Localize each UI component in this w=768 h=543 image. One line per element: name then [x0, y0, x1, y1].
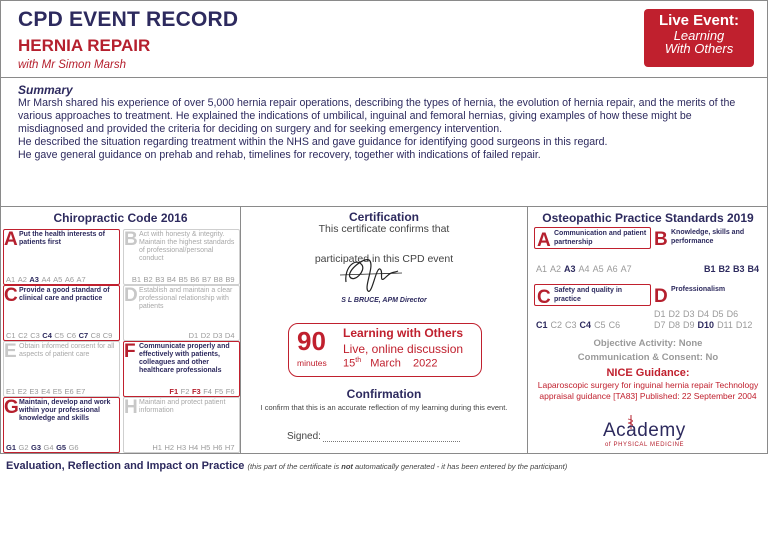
subcode: F3 — [191, 387, 201, 396]
code-letter: D — [124, 285, 138, 306]
chiro-code-f — [123, 341, 240, 397]
live-event-badge — [644, 9, 754, 67]
subcode: H4 — [188, 443, 199, 452]
subcode: C8 — [90, 331, 101, 340]
summary-paragraph: He gave general guidance on prehab and rehab, timelines for recovery, together with indications of failed repair. — [18, 149, 541, 161]
code-subcodes — [189, 331, 237, 340]
subcode: H2 — [164, 443, 175, 452]
event-month-year: March 2022 — [361, 357, 438, 370]
code-description: Safety and quality in practice — [554, 287, 623, 303]
certification-heading: Certification — [348, 210, 419, 224]
code-subcodes — [132, 275, 237, 284]
subcode: D6 — [726, 309, 739, 319]
code-letter: C — [537, 287, 551, 308]
subcode: A7 — [76, 275, 86, 284]
code-letter: H — [124, 397, 138, 418]
event-day-suffix: th — [355, 357, 362, 364]
osteo-subcodes-d-row1 — [654, 309, 741, 319]
objective-activity: Objective Activity: None — [593, 338, 703, 349]
subcode: D7 — [654, 320, 666, 330]
badge-line2: Learning — [673, 28, 725, 43]
code-letter: E — [4, 341, 17, 362]
subcode: E7 — [76, 387, 86, 396]
event-mode: Live, online discussion — [343, 342, 464, 356]
code-subcodes — [6, 387, 88, 396]
chiropractic-title: Chiropractic Code 2016 — [53, 211, 188, 225]
subcode: A7 — [620, 264, 632, 274]
subcode: F5 — [214, 387, 224, 396]
subcode: F6 — [225, 387, 235, 396]
subcode: A2 — [550, 264, 562, 274]
header — [0, 0, 768, 78]
summary-text — [18, 97, 750, 162]
subcode: D11 — [717, 320, 733, 330]
subcode: E3 — [29, 387, 39, 396]
subcode: F1 — [169, 387, 179, 396]
presenter-name: with Mr Simon Marsh — [18, 59, 126, 71]
communication-consent: Communication & Consent: No — [577, 352, 719, 363]
osteo-subcodes-d-row2 — [654, 320, 755, 330]
subcode: A1 — [536, 264, 548, 274]
subcode: C9 — [102, 331, 113, 340]
subcode: D10 — [697, 320, 715, 330]
subcode: C5 — [594, 320, 606, 330]
subcode: D2 — [200, 331, 211, 340]
subcode: C2 — [18, 331, 28, 340]
subcode: B2 — [143, 275, 153, 284]
code-letter: C — [4, 285, 18, 306]
event-date — [343, 357, 438, 370]
subcode: C5 — [54, 331, 64, 340]
subcode: B4 — [166, 275, 177, 284]
subcode: A3 — [29, 275, 39, 284]
subcode: F2 — [180, 387, 190, 396]
subcode: G1 — [6, 443, 17, 452]
subcode: F4 — [203, 387, 212, 396]
code-description: Professionalism — [671, 286, 726, 293]
subcode: B3 — [155, 275, 165, 284]
code-letter: B — [124, 229, 138, 250]
summary-paragraph: He described the situation regarding treatment within the NHS and gave guidance for identifying good surgeons in this regard. — [18, 136, 608, 148]
subcode: C1 — [536, 320, 548, 330]
osteo-subcodes-b — [704, 264, 762, 274]
code-subcodes — [6, 275, 88, 284]
confirmation-heading: Confirmation — [346, 387, 422, 401]
subcode: B9 — [225, 275, 235, 284]
subcode: G5 — [56, 443, 67, 452]
subcode: C4 — [42, 331, 52, 340]
chiro-code-g — [3, 397, 120, 453]
subcode: C7 — [78, 331, 89, 340]
code-subcodes — [169, 387, 237, 396]
chiro-code-h — [123, 397, 240, 453]
subcode: A5 — [53, 275, 63, 284]
summary-section — [0, 78, 768, 206]
evaluation-heading — [6, 460, 567, 472]
note-emphasis: not — [341, 462, 353, 471]
event-title: Learning with Others — [343, 326, 464, 340]
subcode: G2 — [18, 443, 29, 452]
code-letter: A — [537, 230, 551, 251]
event-details-box — [288, 323, 482, 377]
summary-heading: Summary — [18, 83, 73, 97]
subcode: E6 — [64, 387, 74, 396]
chiro-code-a — [3, 229, 120, 285]
subcode: A6 — [606, 264, 618, 274]
subcode: H6 — [212, 443, 223, 452]
osteo-code-c — [534, 284, 651, 306]
certification-line1: This certificate confirms that — [318, 223, 450, 235]
event-day: 15 — [343, 357, 356, 370]
code-letter: A — [4, 229, 18, 250]
subcode: H3 — [176, 443, 187, 452]
chiro-code-b — [123, 229, 240, 285]
subcode: D4 — [697, 309, 710, 319]
certification-line2: participated in this CPD event — [314, 253, 454, 265]
subcode: A5 — [592, 264, 604, 274]
osteopathic-title: Osteopathic Practice Standards 2019 — [542, 211, 754, 225]
subcode: B5 — [178, 275, 188, 284]
subcode: B4 — [747, 264, 760, 274]
subcode: B2 — [718, 264, 731, 274]
subcode: D3 — [683, 309, 695, 319]
confirmation-text: I confirm that this is an accurate reflection of my learning during this event. — [260, 403, 508, 412]
code-letter: G — [4, 397, 19, 418]
subcode: D12 — [735, 320, 753, 330]
code-description: Act with honesty & integrity. Maintain the highest standards of professional/personal conduct — [139, 231, 235, 262]
signatory-name: S L BRUCE, APM Director — [341, 297, 427, 304]
subcode: B8 — [213, 275, 223, 284]
subcode: A1 — [6, 275, 16, 284]
subcode: G4 — [43, 443, 54, 452]
subcode: B1 — [131, 275, 141, 284]
subcode: D8 — [668, 320, 681, 330]
code-description: Maintain, develop and work within your professional knowledge and skills — [19, 399, 111, 422]
osteo-subcodes-a — [536, 264, 635, 274]
code-letter: B — [654, 229, 668, 250]
panels — [0, 206, 768, 454]
subcode: B6 — [190, 275, 200, 284]
osteopathic-standards-panel — [527, 207, 768, 453]
subcode: E4 — [41, 387, 51, 396]
subcode: A3 — [564, 264, 576, 274]
subcode: C3 — [565, 320, 577, 330]
chiro-code-c — [3, 285, 120, 341]
subcode: C4 — [579, 320, 592, 330]
summary-paragraph: Mr Marsh shared his experience of over 5,000 hernia repair operations, describing the types of hernia, the evolution of hernia repair, and the merits of the various approaches to treatment. He explained the indications of umbilical, inguinal and femoral hernias, giving examples of how these might be misdiagnosed and provided the criteria for deciding on surgery and for seeking emergency intervention. — [18, 97, 736, 135]
osteo-code-a — [534, 227, 651, 249]
badge-line1: Live Event: — [658, 12, 740, 29]
evaluation-note — [247, 462, 567, 471]
subcode: C6 — [66, 331, 77, 340]
code-description: Obtain informed consent for all aspects of patient care — [19, 343, 115, 358]
subcode: D9 — [683, 320, 695, 330]
subcode: B7 — [201, 275, 212, 284]
subcode: D2 — [668, 309, 681, 319]
subcode: C3 — [30, 331, 40, 340]
code-description: Communicate properly and effectively with patients, colleagues and other healthcare professionals — [139, 343, 230, 374]
subcode: D5 — [712, 309, 724, 319]
chiro-code-e — [3, 341, 120, 397]
subcode: B1 — [704, 264, 716, 274]
subcode: E2 — [17, 387, 27, 396]
certification-panel — [241, 207, 527, 453]
nice-guidance-heading: NICE Guidance: — [606, 367, 690, 379]
code-description: Put the health interests of patients first — [19, 231, 105, 246]
code-letter: F — [124, 341, 136, 362]
code-subcodes — [6, 443, 81, 452]
note-part: (this part of the certificate is — [247, 462, 342, 471]
note-part: automatically generated - it has been entered by the participant) — [352, 462, 568, 471]
code-description: Establish and maintain a clear professional relationship with patients — [139, 287, 233, 310]
subcode: A4 — [41, 275, 51, 284]
event-duration-unit: minutes — [297, 358, 327, 368]
chiro-code-d — [123, 285, 240, 341]
subcode: H7 — [224, 443, 235, 452]
academy-subtitle: of PHYSICAL MEDICINE — [605, 442, 685, 448]
subcode: A2 — [17, 275, 27, 284]
subcode: D1 — [188, 331, 199, 340]
event-subtitle: HERNIA REPAIR — [18, 36, 151, 55]
subcode: C1 — [6, 331, 16, 340]
subcode: D3 — [212, 331, 223, 340]
code-description: Communication and patient partnership — [554, 230, 647, 246]
subcode: D1 — [654, 309, 666, 319]
academy-name: Academy — [603, 420, 686, 441]
subcode: E5 — [52, 387, 62, 396]
subcode: H5 — [200, 443, 211, 452]
subcode: A6 — [64, 275, 75, 284]
code-letter: D — [654, 286, 668, 307]
code-subcodes — [6, 331, 115, 340]
evaluation-title: Evaluation, Reflection and Impact on Practice — [6, 460, 245, 472]
subcode: C2 — [550, 320, 563, 330]
nice-guidance-text: Laparoscopic surgery for inguinal hernia repair Technology appraisal guidance [TA83] Published: 22 September 2004 — [537, 380, 759, 401]
subcode: C6 — [608, 320, 621, 330]
subcode: H1 — [152, 443, 162, 452]
page-title: CPD EVENT RECORD — [18, 8, 239, 31]
subcode: B3 — [733, 264, 745, 274]
signature-line[interactable] — [323, 441, 460, 442]
subcode: G3 — [31, 443, 42, 452]
subcode: D4 — [224, 331, 235, 340]
subcode: E1 — [6, 387, 16, 396]
academy-logo — [603, 415, 713, 451]
chiropractic-code-panel — [1, 207, 241, 453]
code-description: Maintain and protect patient information — [139, 399, 226, 414]
signed-label: Signed: — [287, 431, 321, 442]
osteo-subcodes-c — [536, 320, 623, 330]
director-signature — [336, 247, 406, 297]
code-subcodes — [152, 443, 237, 452]
subcode: A4 — [578, 264, 590, 274]
badge-line3: With Others — [664, 41, 734, 56]
code-description: Provide a good standard of clinical care and practice — [19, 287, 110, 302]
subcode: G6 — [68, 443, 79, 452]
code-description: Knowledge, skills and performance — [671, 229, 745, 245]
event-duration: 90 — [297, 326, 326, 356]
